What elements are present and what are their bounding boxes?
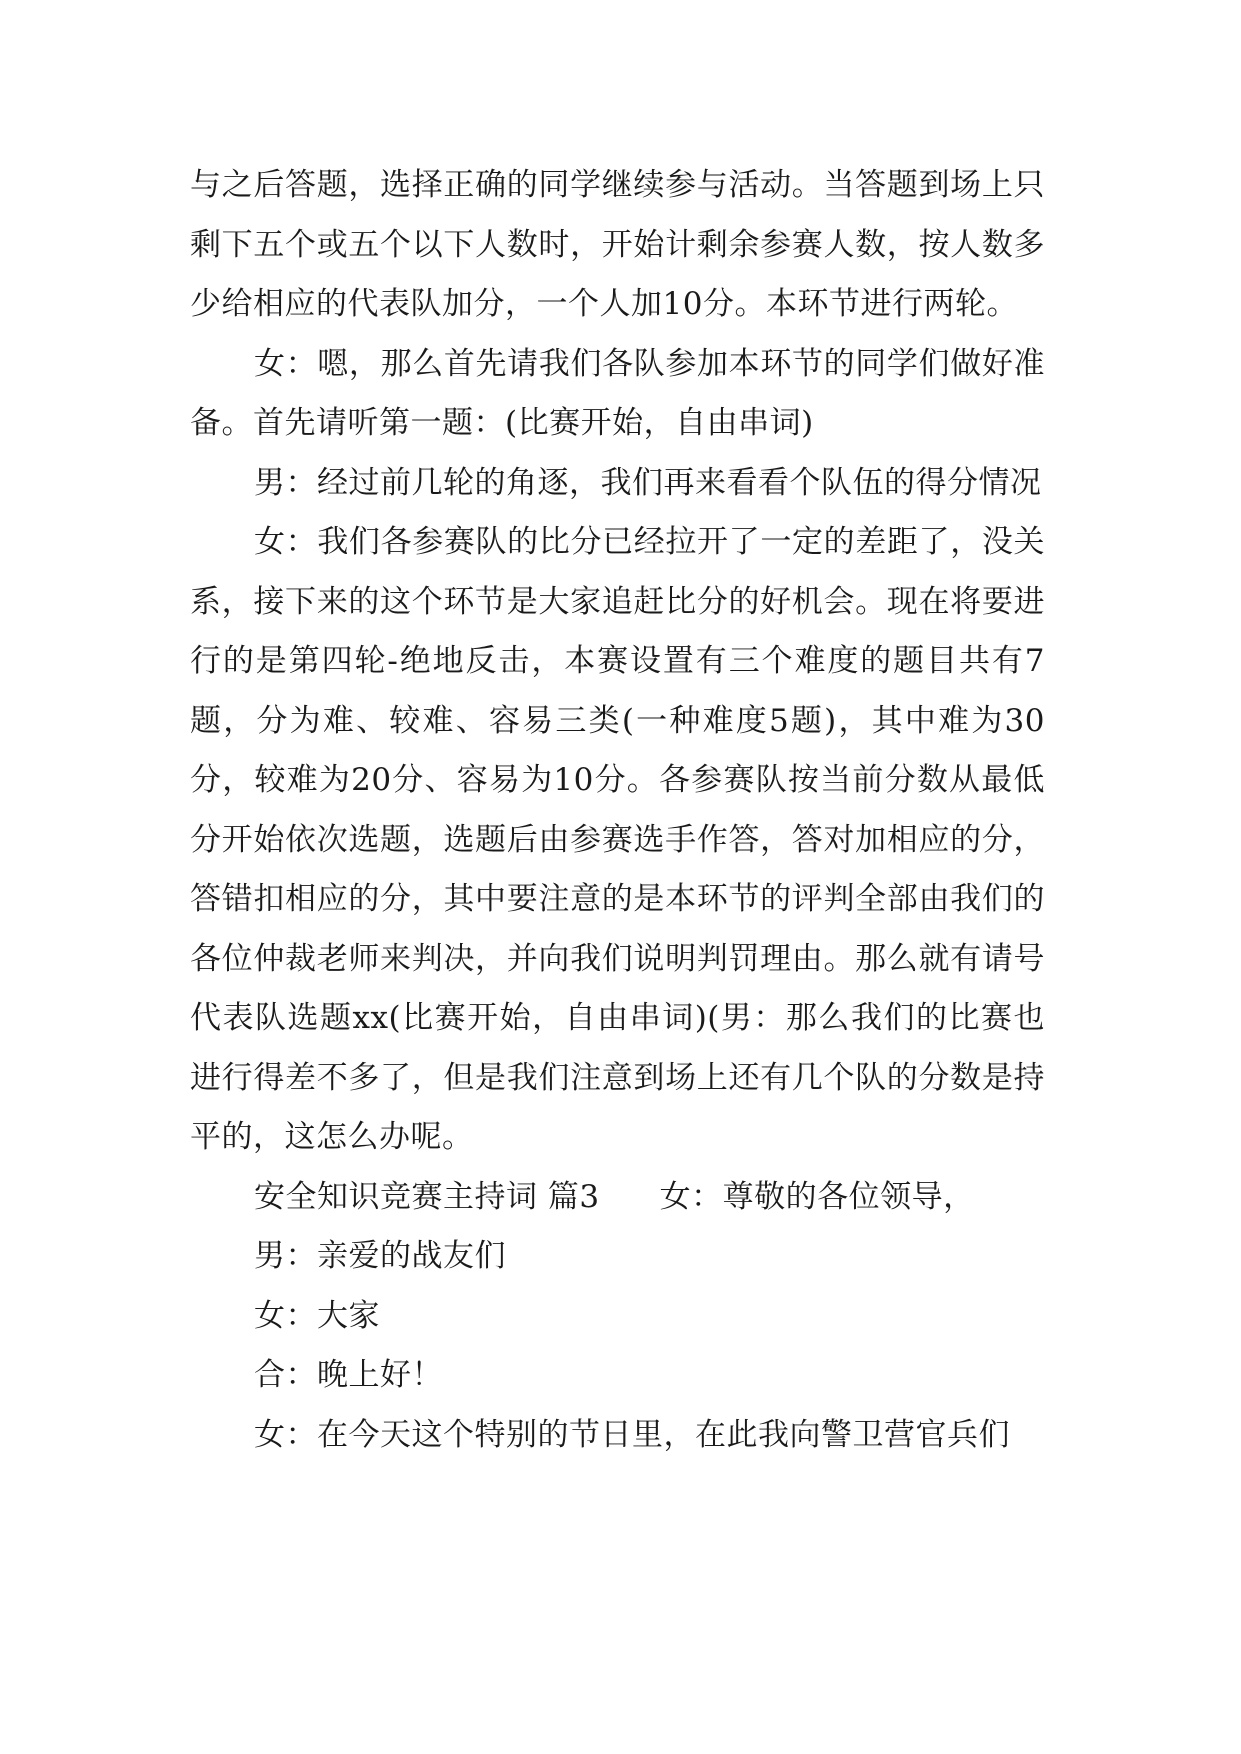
dialogue-line-2: 女：大家 [254, 1297, 380, 1334]
document-body [190, 156, 1045, 1465]
paragraph-female-host-2: 女：我们各参赛队的比分已经拉开了一定的差距了，没关系，接下来的这个环节是大家追赶比分的好机会。现在将要进行的是第四轮-绝地反击，本赛设置有三个难度的题目共有7题，分为难、较难、容易三类(一种难度5题)，其中难为30分，较难为20分、容易为10分。各参赛队按当前分数从最低分开始依次选题，选题后由参赛选手作答，答对加相应的分，答错扣相应的分，其中要注意的是本环节的评判全部由我们的各位仲裁老师来判决，并向我们说明判罚理由。那么就有请号代表队选题xx(比赛开始，自由串词)(男：那么我们的比赛也进行得差不多了，但是我们注意到场上还有几个队的分数是持平的，这怎么办呢。 [190, 524, 1045, 1155]
paragraph-female-host-1: 女：嗯，那么首先请我们各队参加本环节的同学们做好准备。首先请听第一题：(比赛开始，自由串词) [190, 345, 1045, 441]
dialogue-line-4: 女：在今天这个特别的节日里，在此我向警卫营官兵们 [254, 1416, 1010, 1453]
paragraph-rules-continued: 与之后答题，选择正确的同学继续参与活动。当答题到场上只剩下五个或五个以下人数时，开始计剩余参赛人数，按人数多少给相应的代表队加分，一个人加10分。本环节进行两轮。 [190, 167, 1045, 322]
section-first-line: 女：尊敬的各位领导， [659, 1178, 975, 1215]
section-heading-line [190, 1168, 1045, 1228]
section-heading: 安全知识竞赛主持词 篇3 [254, 1178, 600, 1215]
dialogue-line-1: 男：亲爱的战友们 [254, 1238, 506, 1274]
dialogue-line-3: 合：晚上好！ [254, 1357, 443, 1393]
paragraph-male-host-1: 男：经过前几轮的角逐，我们再来看看个队伍的得分情况 [254, 464, 1042, 501]
